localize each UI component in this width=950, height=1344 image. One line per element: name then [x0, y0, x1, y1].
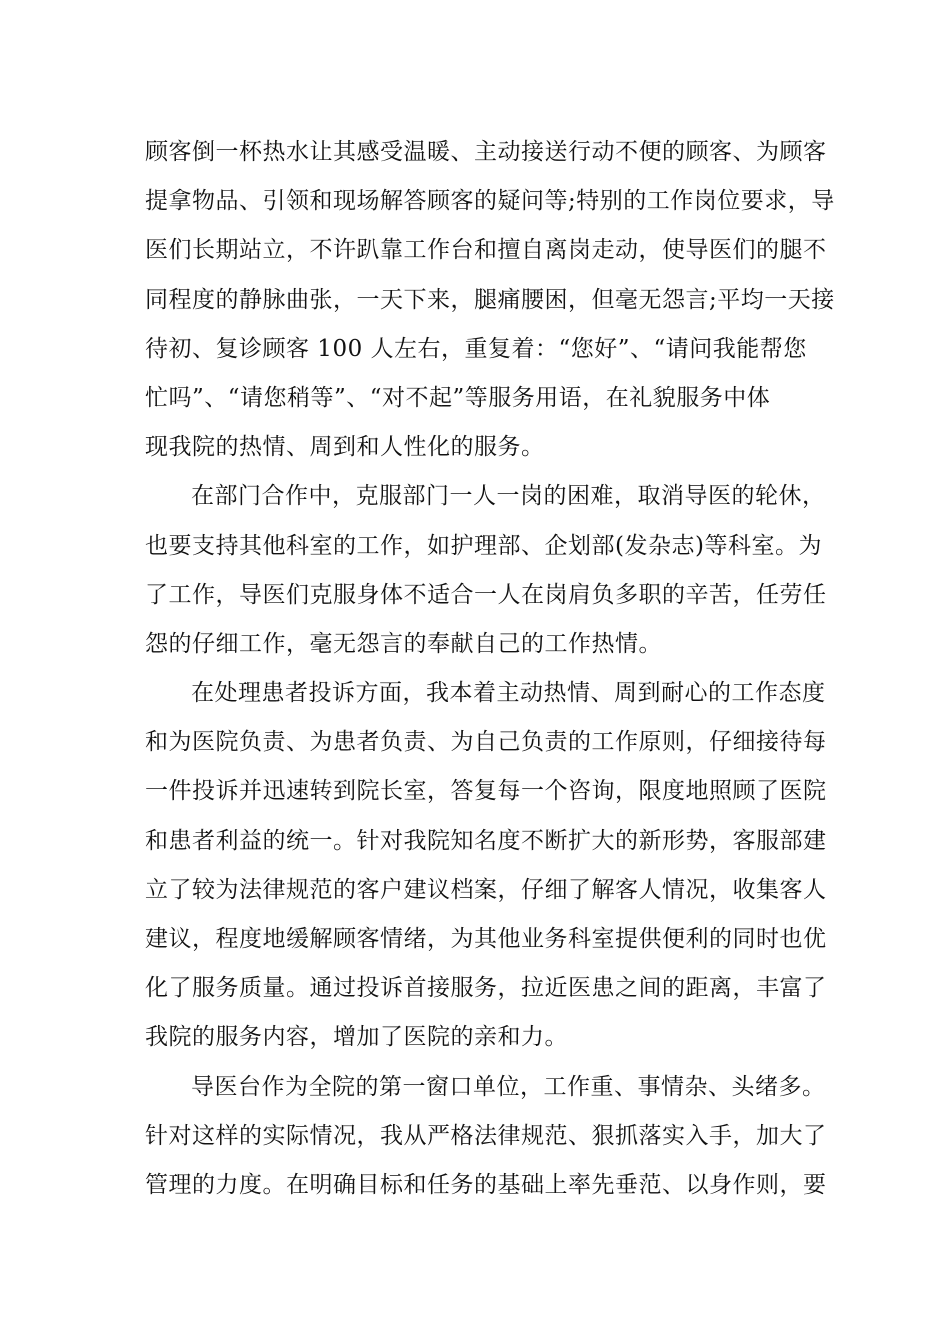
text-line: 提拿物品、引领和现场解答顾客的疑问等;特别的工作岗位要求，导 [145, 188, 835, 215]
paragraph-first-line: 导医台作为全院的第一窗口单位，工作重、事情杂、头绪多。 [191, 1073, 826, 1100]
text-line: 一件投诉并迅速转到院长室，答复每一个咨询，限度地照顾了医院 [145, 778, 827, 805]
text-line: 忙吗”、“请您稍等”、“对不起”等服务用语，在礼貌服务中体 [145, 384, 771, 411]
text-line: 医们长期站立，不许趴靠工作台和擅自离岗走动，使导医们的腿不 [145, 237, 827, 264]
text-line: 顾客倒一杯热水让其感受温暖、主动接送行动不便的顾客、为顾客 [145, 139, 827, 165]
text-line: 待初、复诊顾客 100 人左右，重复着：“您好”、“请问我能帮您 [145, 335, 807, 362]
text-line: 和为医院负责、为患者负责、为自己负责的工作原则，仔细接待每 [145, 729, 827, 756]
text-line: 立了较为法律规范的客户建议档案，仔细了解客人情况，收集客人 [145, 876, 827, 903]
paragraph-first-line: 在处理患者投诉方面，我本着主动热情、周到耐心的工作态度 [191, 680, 826, 707]
text-line: 也要支持其他科室的工作，如护理部、企划部(发杂志)等科室。为 [145, 532, 822, 559]
text-line: 和患者利益的统一。针对我院知名度不断扩大的新形势，客服部建 [145, 827, 827, 854]
text-line: 针对这样的实际情况，我从严格法律规范、狠抓落实入手，加大了 [145, 1122, 827, 1149]
text-line: 现我院的热情、周到和人性化的服务。 [145, 434, 545, 461]
text-line: 管理的力度。在明确目标和任务的基础上率先垂范、以身作则，要 [145, 1171, 827, 1198]
text-line: 同程度的静脉曲张，一天下来，腿痛腰困，但毫无怨言;平均一天接 [145, 286, 835, 313]
text-line: 了工作，导医们克服身体不适合一人在岗肩负多职的辛苦，任劳任 [145, 581, 827, 608]
text-line: 建议，程度地缓解顾客情绪，为其他业务科室提供便利的同时也优 [145, 926, 827, 952]
text-line: 怨的仔细工作，毫无怨言的奉献自己的工作热情。 [145, 630, 662, 657]
paragraph-first-line: 在部门合作中，克服部门一人一岗的困难，取消导医的轮休， [191, 483, 826, 510]
text-line: 化了服务质量。通过投诉首接服务，拉近医患之间的距离，丰富了 [145, 975, 827, 1002]
document-body [145, 128, 835, 1210]
text-line: 我院的服务内容，增加了医院的亲和力。 [145, 1024, 568, 1051]
